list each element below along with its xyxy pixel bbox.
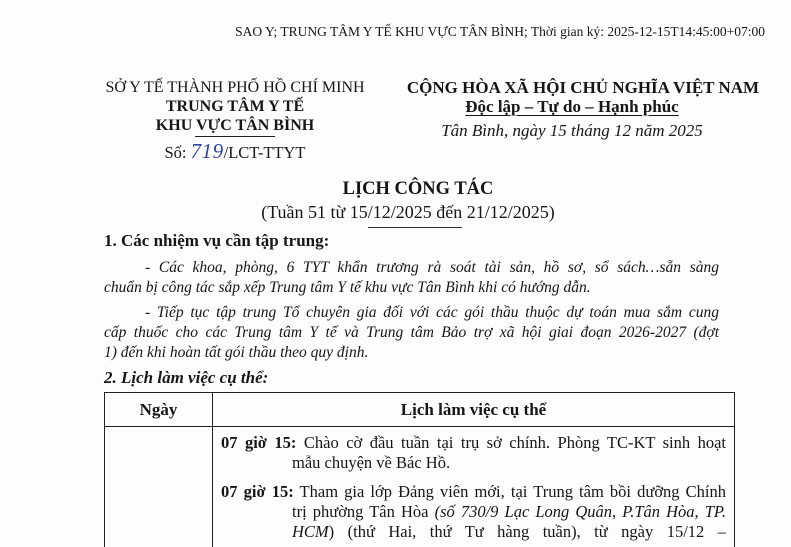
document-number [90,141,380,163]
section-2-heading: 2. Lịch làm việc cụ thể: [104,368,269,387]
entry-text: ) (thứ Hai, thứ Tư hàng tuần), từ ngày 15/12 – [328,522,726,541]
entry-line [221,482,726,502]
schedule-entry [221,482,726,542]
table-header-row [105,393,734,427]
national-motto [380,97,764,116]
paragraph-line: 1) đến khi hoàn tất gói thầu theo quy định. [104,344,369,361]
document-number-prefix: Số: [164,143,187,162]
agency-name-line2: KHU VỰC TÂN BÌNH [155,117,315,134]
paragraph-line: - Tiếp tục tập trung Tổ chuyên gia đối với các gói thầu thuộc dự toán mua sắm cung [145,304,719,321]
entry-address: (số 730/9 Lạc Long Quân, P.Tân Hòa, TP. [434,502,727,521]
document-number-suffix: /LCT-TTYT [223,143,306,162]
paragraph-line: chuẩn bị công tác sắp xếp Trung tâm Y tế khu vực Tân Bình khi có hướng dẫn. [104,279,591,296]
schedule-cell [213,427,734,547]
column-header-schedule: Lịch làm việc cụ thể [400,400,547,419]
national-header-block [380,78,764,141]
issuing-agency-block [90,78,380,163]
entry-line [221,502,726,522]
entry-text: Tham gia lớp Đảng viên mới, tại Trung tâm bồi dưỡng Chính [299,482,727,501]
section-1-heading: 1. Các nhiệm vụ cần tập trung: [104,231,330,250]
subtitle-rule [368,227,462,228]
agency-underline [195,136,275,137]
paragraph-line: - Các khoa, phòng, 6 TYT khẩn trương rà soát tài sản, hồ sơ, sổ sách…sẵn sàng [145,259,719,276]
entry-text: mẫu chuyện về Bác Hồ. [292,453,451,472]
paragraph-line: cấp thuốc cho các Trung tâm Y tế và Trung tâm Bảo trợ xã hội giai đoạn 2026-2027 (đợt [104,324,719,341]
task-paragraph [104,258,719,298]
schedule-table [104,392,735,547]
national-motto-text: Độc lập – Tự do – Hạnh phúc [465,97,679,116]
entry-line [221,453,726,473]
entry-time: 07 giờ 15: [221,433,297,452]
entry-line [221,433,726,453]
entry-line [221,522,726,542]
document-title: LỊCH CÔNG TÁC [342,179,494,199]
entry-address: HCM [292,522,329,541]
column-header-day: Ngày [105,393,213,426]
document-subtitle: (Tuần 51 từ 15/12/2025 đến 21/12/2025) [261,202,555,222]
entry-time: 07 giờ 15: [221,482,294,501]
national-title: CỘNG HÒA XÃ HỘI CHỦ NGHĨA VIỆT NAM [406,78,760,97]
table-row [105,427,734,547]
entry-text: trị phường Tân Hòa [292,502,429,521]
schedule-entry [221,433,726,473]
day-cell [105,427,213,547]
department-name: SỞ Y TẾ THÀNH PHỐ HỒ CHÍ MINH [105,79,365,96]
digital-signature-line: SAO Y; TRUNG TÂM Y TẾ KHU VỰC TÂN BÌNH; Thời gian ký: 2025-12-15T14:45:00+07:00 [235,24,765,39]
agency-name-line1: TRUNG TÂM Y TẾ [165,98,305,115]
handwritten-number: 719 [190,139,224,163]
place-and-date: Tân Bình, ngày 15 tháng 12 năm 2025 [441,121,703,140]
entry-text: Chào cờ đầu tuần tại trụ sở chính. Phòng TC-KT sinh hoạt [303,433,727,452]
task-paragraph [104,303,719,363]
